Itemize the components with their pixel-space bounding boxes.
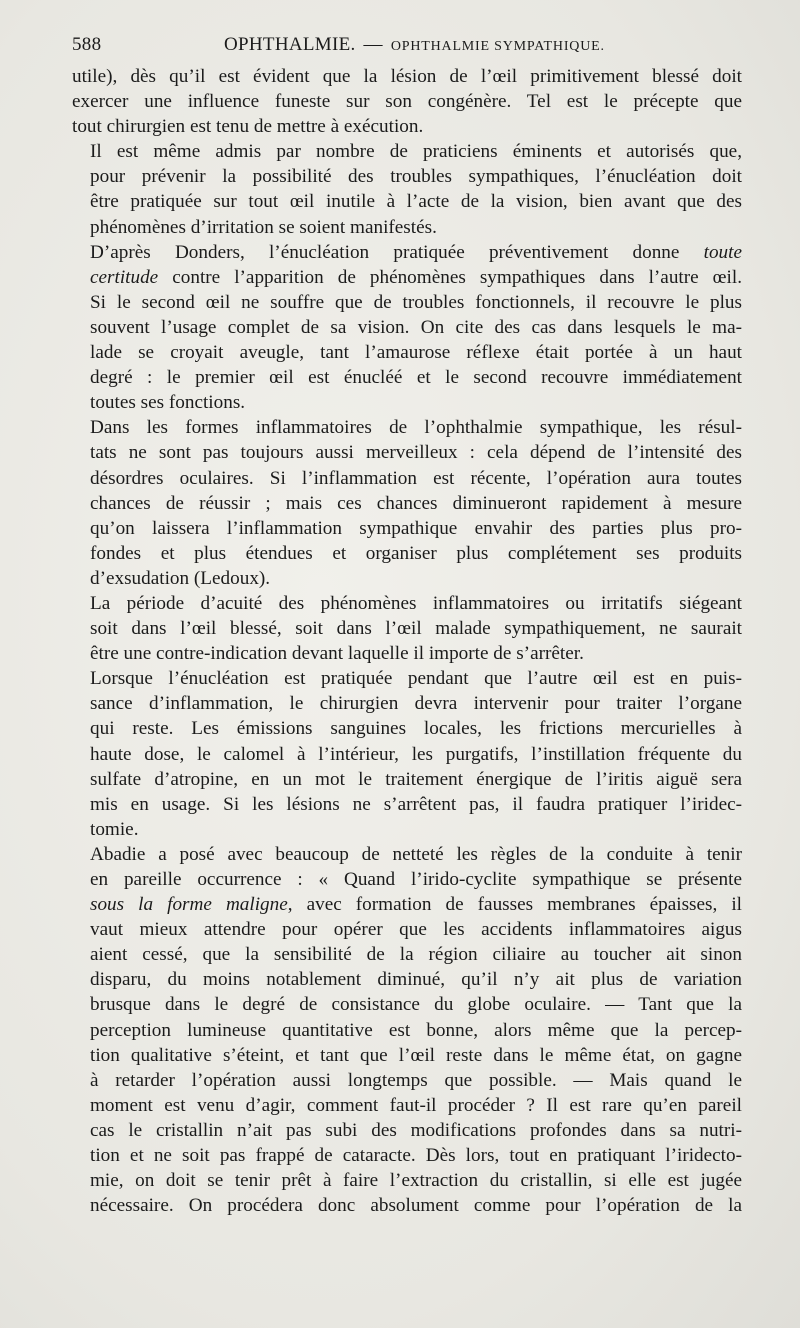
text-line: être pratiquée sur tout œil inutile à l’acte de la vision, bien avant que des	[90, 191, 742, 213]
paragraph-1	[72, 64, 742, 139]
text-line: désordres oculaires. Si l’inflammation est récente, l’opération aura toutes	[90, 467, 742, 489]
text-line: haute dose, le calomel à l’intérieur, les purgatifs, l’instillation fréquente du	[90, 743, 742, 765]
text-line: tats ne sont pas toujours aussi merveilleux : cela dépend de l’intensité des	[90, 442, 742, 464]
italic-text: sous la forme maligne	[90, 894, 288, 916]
text-line: perception lumineuse quantitative est bonne, alors même que la percep-	[90, 1019, 742, 1041]
text-line: Abadie a posé avec beaucoup de netteté les règles de la conduite à tenir	[90, 843, 742, 865]
text-run: contre l’apparition de phénomènes sympathiques dans l’autre œil.	[158, 266, 742, 288]
text-line: sance d’inflammation, le chirurgien devra intervenir pour traiter l’organe	[90, 693, 742, 715]
text-line: fondes et plus étendues et organiser plus complétement ses produits	[90, 542, 742, 564]
running-title	[224, 34, 605, 56]
running-title-dash: —	[363, 34, 383, 55]
text-line: mie, on doit se tenir prêt à faire l’extraction du cristallin, si elle est jugée	[90, 1170, 742, 1192]
text-line: tomie.	[90, 818, 139, 840]
text-line: pour prévenir la possibilité des troubles sympathiques, l’énucléation doit	[90, 166, 742, 188]
text-line: moment est venu d’agir, comment faut-il procéder ? Il est rare qu’en pareil	[90, 1094, 742, 1116]
text-run: D’après Donders, l’énucléation pratiquée préventivement donne	[90, 241, 704, 263]
italic-text: certitude	[90, 266, 159, 288]
paragraph-7	[72, 842, 742, 1218]
text-line: La période d’acuité des phénomènes inflammatoires ou irritatifs siégeant	[90, 592, 742, 614]
text-line: être une contre-indication devant laquelle il importe de s’arrêter.	[90, 643, 584, 665]
text-line: utile), dès qu’il est évident que la lésion de l’œil primitivement blessé doit	[72, 66, 742, 87]
text-line: degré : le premier œil est énucléé et le second recouvre immédiatement	[90, 367, 742, 389]
text-line: cas le cristallin n’ait pas subi des modifications profondes dans sa nutri-	[90, 1119, 742, 1141]
text-line: lade se croyait aveugle, tant l’amaurose réflexe était portée à un haut	[90, 342, 742, 364]
text-line: tion et ne soit pas frappé de cataracte. Dès lors, tout en pratiquant l’iridecto-	[90, 1145, 742, 1167]
text-line	[72, 892, 742, 917]
paragraph-2	[72, 139, 742, 239]
running-header	[72, 34, 742, 60]
text-line: phénomènes d’irritation se soient manifestés.	[90, 216, 437, 238]
text-line: Dans les formes inflammatoires de l’ophthalmie sympathique, les résul-	[90, 417, 742, 439]
text-line: qu’on laissera l’inflammation sympathique envahir des parties plus pro-	[90, 517, 742, 539]
text-line: soit dans l’œil blessé, soit dans l’œil malade sympathiquement, ne saurait	[90, 618, 742, 640]
text-line: disparu, du moins notablement diminué, qu’il n’y ait plus de variation	[90, 969, 742, 991]
text-line: Si le second œil ne souffre que de troubles fonctionnels, il recouvre le plus	[90, 291, 742, 313]
running-title-sub: OPHTHALMIE SYMPATHIQUE.	[390, 39, 605, 54]
paragraph-6	[72, 666, 742, 842]
text-line: sulfate d’atropine, en un mot le traitement énergique de l’iritis aiguë sera	[90, 768, 742, 790]
text-line: à retarder l’opération aussi longtemps que possible. — Mais quand le	[90, 1069, 742, 1091]
text-line: tout chirurgien est tenu de mettre à exécution.	[72, 116, 424, 138]
text-line: nécessaire. On procédera donc absolument comme pour l’opération de la	[90, 1195, 742, 1217]
text-line: vaut mieux attendre pour opérer que les accidents inflammatoires aigus	[90, 919, 742, 941]
text-line: Il est même admis par nombre de praticiens éminents et autorisés que,	[90, 141, 742, 163]
paragraph-5	[72, 591, 742, 666]
text-line: mis en usage. Si les lésions ne s’arrêtent pas, il faudra pratiquer l’iridec-	[90, 793, 742, 815]
text-run: , avec formation de fausses membranes épaisses, il	[287, 894, 742, 916]
text-line	[72, 240, 742, 265]
text-line	[72, 265, 742, 290]
running-title-main: OPHTHALMIE.	[224, 34, 356, 55]
text-line: tion qualitative s’éteint, et tant que l’œil reste dans le même état, on gagne	[90, 1044, 742, 1066]
text-line: en pareille occurrence : « Quand l’irido-cyclite sympathique se présente	[90, 869, 742, 890]
text-line: Lorsque l’énucléation est pratiquée pendant que l’autre œil est en puis-	[90, 668, 742, 690]
text-line: chances de réussir ; mais ces chances diminueront rapidement à mesure	[90, 492, 742, 514]
text-line: brusque dans le degré de consistance du globe oculaire. — Tant que la	[90, 994, 742, 1016]
italic-text: toute	[703, 241, 742, 263]
text-line: qui reste. Les émissions sanguines locales, les frictions mercurielles à	[90, 718, 742, 740]
text-line: toutes ses fonctions.	[90, 392, 246, 414]
text-line: souvent l’usage complet de sa vision. On cite des cas dans lesquels le ma-	[90, 316, 742, 338]
text-line: aient cessé, que la sensibilité de la région ciliaire au toucher ait sinon	[90, 944, 742, 966]
text-line: d’exsudation (Ledoux).	[90, 567, 271, 589]
paragraph-3	[72, 240, 742, 416]
text-line: exercer une influence funeste sur son congénère. Tel est le précepte que	[72, 91, 742, 113]
page-number: 588	[72, 34, 102, 55]
paragraph-4	[72, 415, 742, 591]
body-text	[72, 64, 742, 1218]
